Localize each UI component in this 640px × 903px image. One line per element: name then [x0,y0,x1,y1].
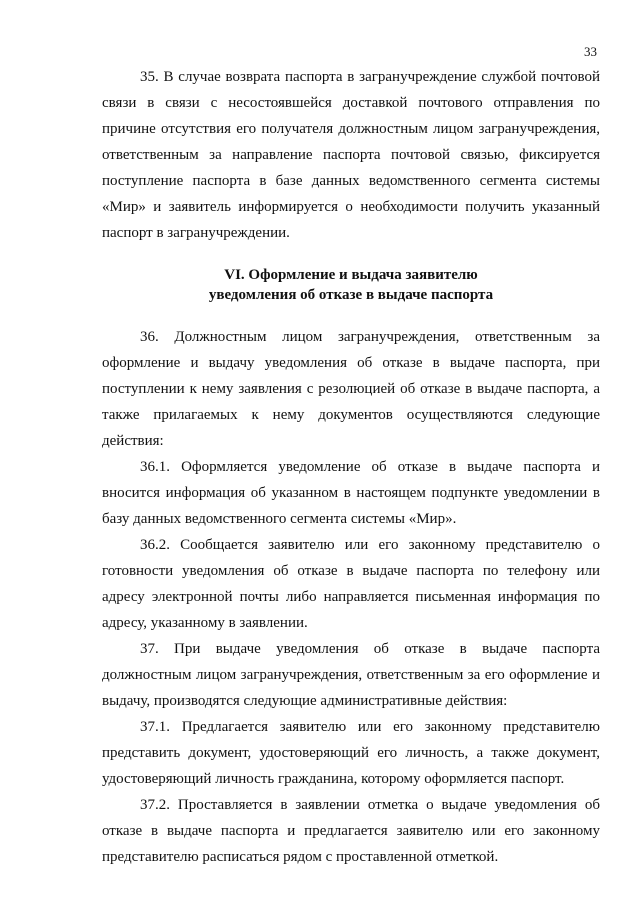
paragraph-36: 36. Должностным лицом загранучреждения, ответственным за оформление и выдачу уведомления об отказе в выдаче паспорта, при поступлении к нему заявления с резолюцией об отказе в выдаче паспорта, а также прилагаемых к нему документов осуществляются следующие действия: [102,329,600,449]
paragraph-35: 35. В случае возврата паспорта в загранучреждение службой почтовой связи в связи с несостоявшейся доставкой почтового отправления по причине отсутствия его получателя должностным лицом загранучреждения, ответственным за направление паспорта почтовой связью, фиксируется поступление паспорта в базе данных ведомственного сегмента системы «Мир» и заявитель информируется о необходимости получить указанный паспорт в загранучреждении. [102,69,600,241]
section-heading [102,265,600,305]
paragraph-37: 37. При выдаче уведомления об отказе в выдаче паспорта должностным лицом загранучреждения, ответственным за его оформление и выдачу, производятся следующие административные действия: [102,641,600,709]
document-body [102,64,600,870]
page-number: 33 [584,44,597,59]
paragraph-37-1: 37.1. Предлагается заявителю или его законному представителю представить документ, удостоверяющий его личность, а также документ, удостоверяющий личность гражданина, которому оформляется паспорт. [102,719,600,787]
paragraph-36-2: 36.2. Сообщается заявителю или его законному представителю о готовности уведомления об отказе в выдаче паспорта по телефону или адресу электронной почты либо направляется письменная информация по адресу, указанному в заявлении. [102,537,600,631]
paragraph-36-1: 36.1. Оформляется уведомление об отказе в выдаче паспорта и вносится информация об указанном в настоящем подпункте уведомлении в базу данных ведомственного сегмента системы «Мир». [102,459,600,527]
paragraph-37-2: 37.2. Проставляется в заявлении отметка о выдаче уведомления об отказе в выдаче паспорта и предлагается заявителю или его законному представителю расписаться рядом с проставленной отметкой. [102,797,600,865]
section-title-line-2: уведомления об отказе в выдаче паспорта [208,287,494,303]
section-title-line-1: VI. Оформление и выдача заявителю [224,267,478,283]
